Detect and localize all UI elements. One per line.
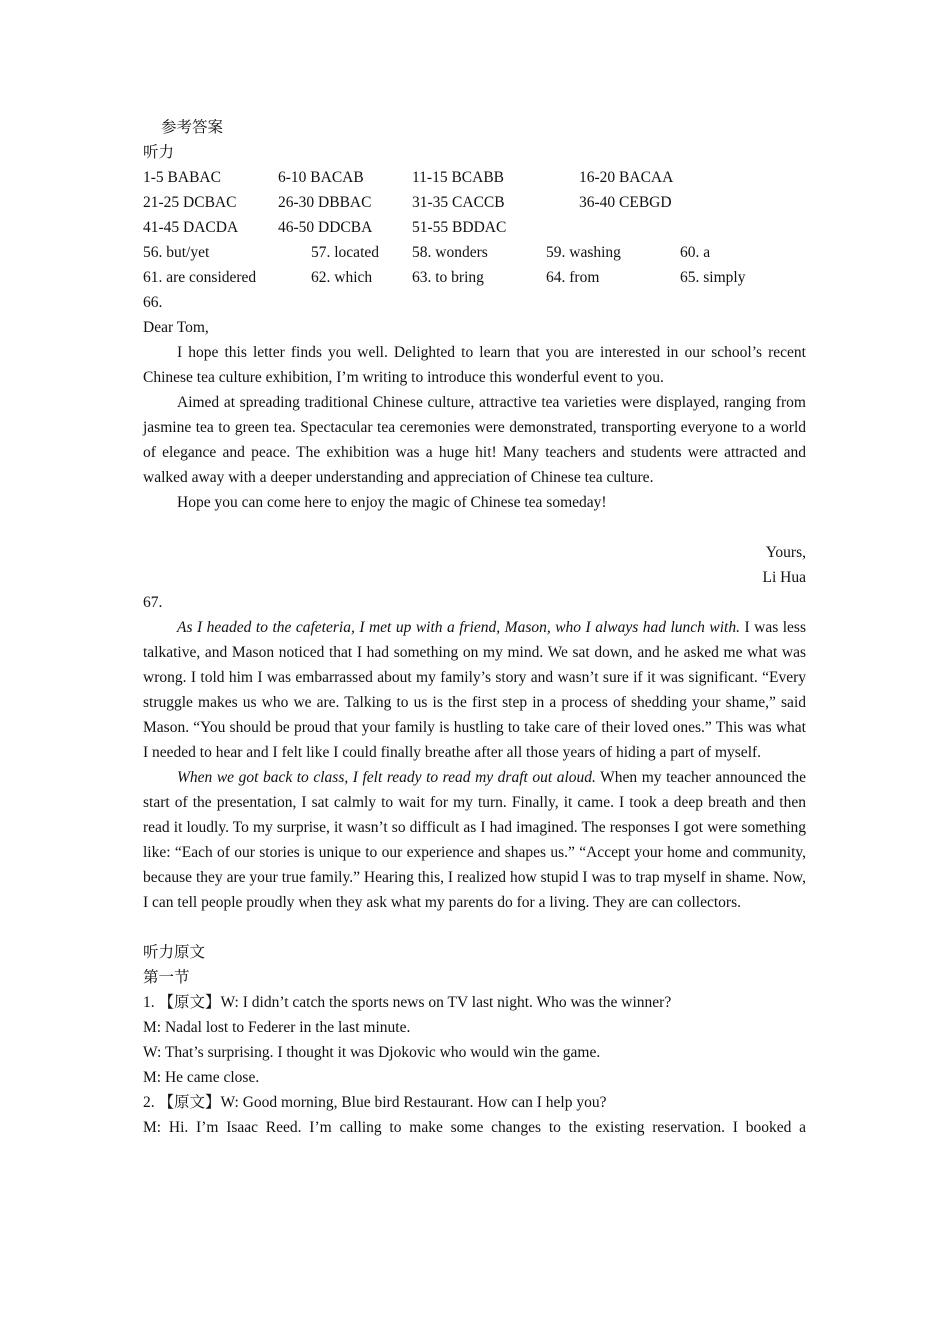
transcript-heading: 听力原文: [143, 944, 206, 961]
answer-cell: 36-40 CEBGD: [579, 194, 672, 211]
fill-cell: 64. from: [546, 269, 600, 286]
answer-cell: 46-50 DDCBA: [278, 219, 373, 236]
transcript-line: 2. 【原文】W: Good morning, Blue bird Restaurant. How can I help you?: [143, 1094, 607, 1111]
transcript-line: M: Hi. I’m Isaac Reed. I’m calling to make some changes to the existing reservation. I booked a: [143, 1119, 806, 1136]
answer-cell: 21-25 DCBAC: [143, 194, 237, 211]
fill-row: [143, 240, 806, 265]
transcript-line: M: He came close.: [143, 1069, 260, 1086]
story-paragraph: [143, 615, 806, 765]
answer-cell: 26-30 DBBAC: [278, 194, 372, 211]
fill-cell: 61. are considered: [143, 269, 257, 286]
answer-cell: 31-35 CACCB: [412, 194, 505, 211]
answer-row: [143, 215, 806, 240]
fill-cell: 59. washing: [546, 244, 621, 261]
answer-cell: 16-20 BACAA: [579, 169, 674, 186]
q66-number: 66.: [143, 294, 163, 311]
transcript-line: M: Nadal lost to Federer in the last minute.: [143, 1019, 411, 1036]
doc-title: 参考答案: [161, 119, 224, 136]
story-opening: As I headed to the cafeteria, I met up with a friend, Mason, who I always had lunch with.: [177, 619, 740, 636]
letter-paragraph: I hope this letter finds you well. Delighted to learn that you are interested in our school’s recent Chinese tea culture exhibition, I’m writing to introduce this wonderful event to you.: [143, 344, 806, 386]
fill-cell: 56. but/yet: [143, 244, 210, 261]
letter-paragraph: Aimed at spreading traditional Chinese culture, attractive tea varieties were displayed, ranging from jasmine tea to green tea. Spectacular tea ceremonies were demonstrated, transporting everyone to a world of elegance and peace. The exhibition was a huge hit! Many teachers and students were attracted and walked away with a deeper understanding and appreciation of Chinese tea culture.: [143, 394, 806, 486]
answer-row: [143, 165, 806, 190]
fill-cell: 63. to bring: [412, 269, 484, 286]
letter-closing: Yours,: [765, 544, 806, 561]
fill-cell: 60. a: [680, 244, 711, 261]
transcript-line: 1. 【原文】W: I didn’t catch the sports news on TV last night. Who was the winner?: [143, 994, 672, 1011]
answer-cell: 6-10 BACAB: [278, 169, 364, 186]
story-text: When my teacher announced the start of the presentation, I sat calmly to wait for my turn. Finally, it came. I took a deep breath and then read it loudly. To my surprise, it wasn’t so difficult as I had imagined. The responses I got were something like: “Each of our stories is unique to our experience and shapes us.” “Accept your home and community, because they are your true family.” Hearing this, I realized how stupid I was to trap myself in shame. Now, I can tell people proudly when they ask what my parents do for a living. They are can collectors.: [143, 769, 806, 911]
fill-cell: 62. which: [311, 269, 373, 286]
fill-cell: 58. wonders: [412, 244, 488, 261]
q67-number: 67.: [143, 594, 163, 611]
letter-signature: Li Hua: [762, 569, 806, 586]
fill-row: [143, 265, 806, 290]
letter-salutation: Dear Tom,: [143, 319, 209, 336]
story-opening: When we got back to class, I felt ready to read my draft out aloud.: [177, 769, 596, 786]
answer-cell: 41-45 DACDA: [143, 219, 239, 236]
answer-cell: 1-5 BABAC: [143, 169, 221, 186]
answer-cell: 11-15 BCABB: [412, 169, 505, 186]
answer-cell: 51-55 BDDAC: [412, 219, 507, 236]
story-text: I was less talkative, and Mason noticed that I had something on my mind. We sat down, and he asked me what was wrong. I told him I was embarrassed about my family’s story and wasn’t sure if it was significant. “Every struggle makes us who we are. Talking to us is the first step in a process of shedding your shame,” said Mason. “You should be proud that your family is hustling to take care of their loved ones.” This was what I needed to hear and I felt like I could finally breathe after all those years of hiding a part of myself.: [143, 619, 806, 761]
answer-row: [143, 190, 806, 215]
letter-paragraph: Hope you can come here to enjoy the magic of Chinese tea someday!: [177, 494, 607, 511]
transcript-line: W: That’s surprising. I thought it was Djokovic who would win the game.: [143, 1044, 601, 1061]
fill-cell: 57. located: [311, 244, 380, 261]
document-page: [143, 115, 806, 1140]
story-paragraph: [143, 765, 806, 915]
fill-cell: 65. simply: [680, 269, 746, 286]
section-listening: 听力: [143, 144, 175, 161]
transcript-section: 第一节: [143, 969, 190, 986]
